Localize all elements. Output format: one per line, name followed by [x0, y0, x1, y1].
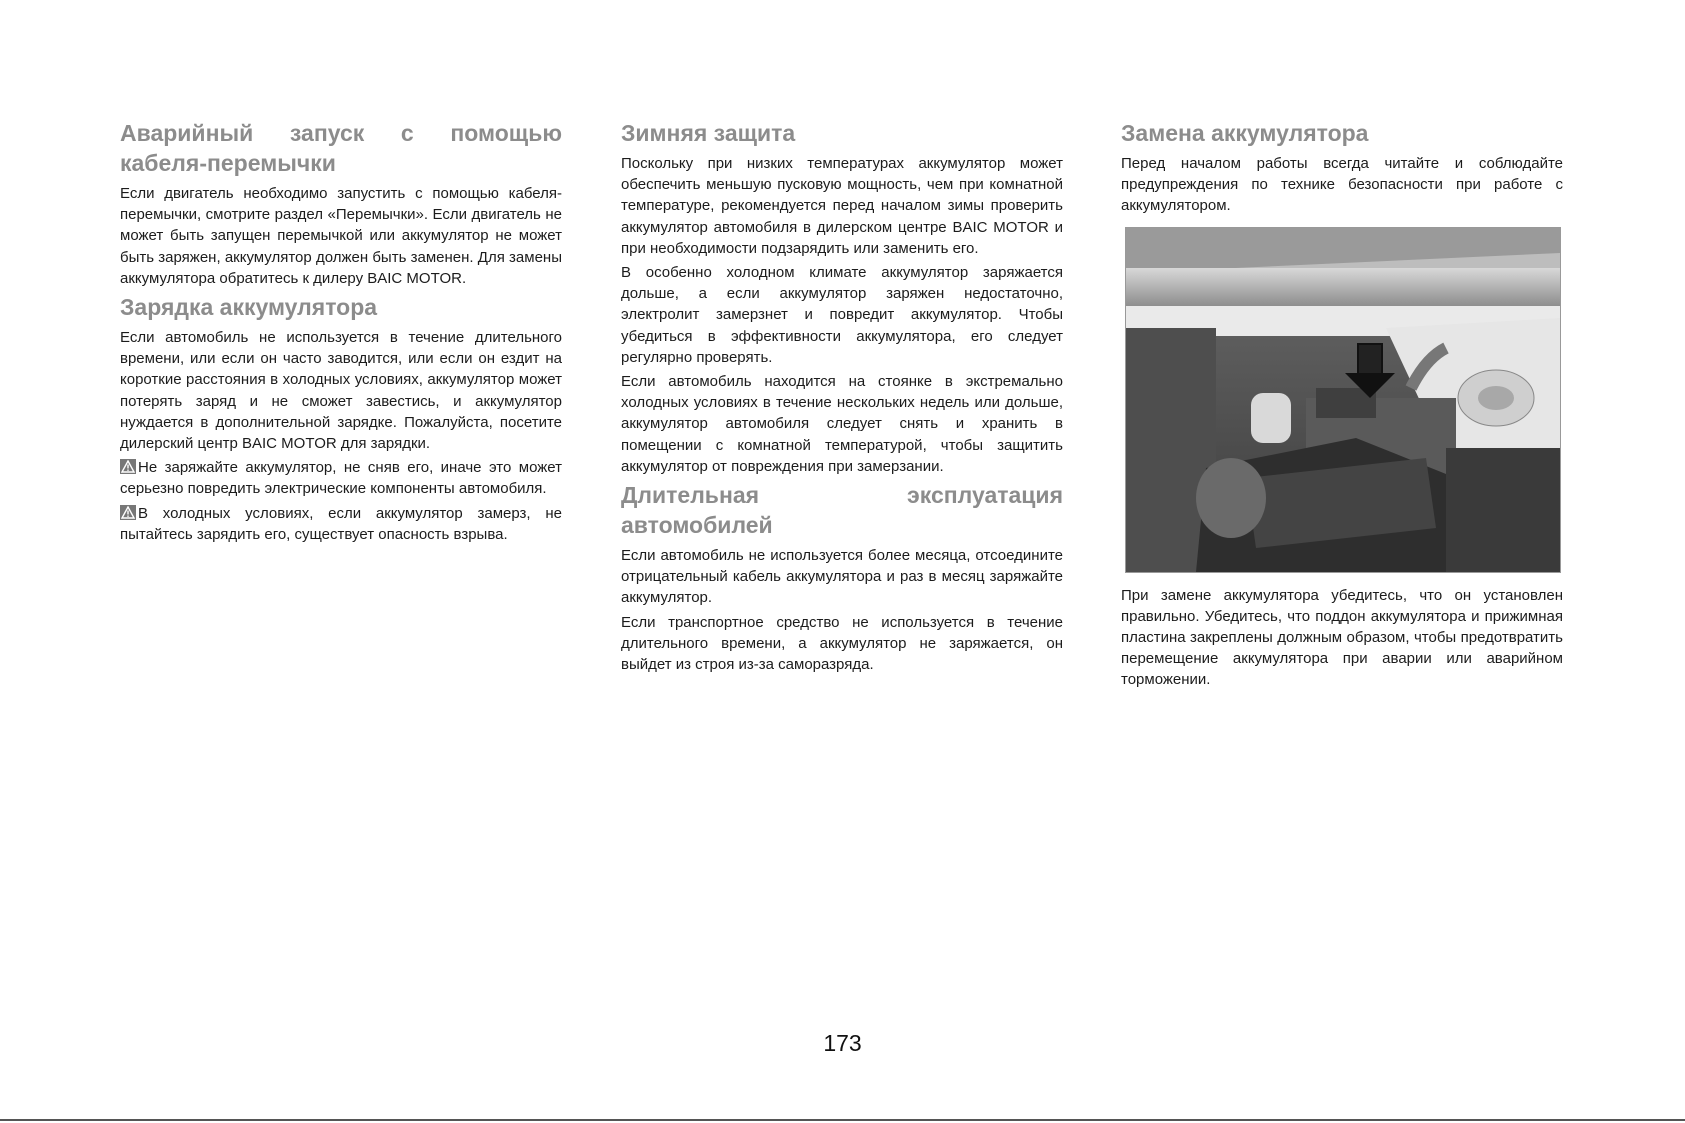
heading-battery-replacement: Замена аккумулятора: [1121, 120, 1369, 146]
column-right: [1121, 118, 1563, 694]
paragraph-storage-2: Если транспортное средство не используется в течение длительного времени, а аккумулятор не заряжается, он выйдет из строя из-за саморазряда.: [621, 613, 1063, 674]
column-middle: [621, 118, 1063, 678]
paragraph-winter-2: В особенно холодном климате аккумулятор заряжается дольше, а если аккумулятор заряжен недостаточно, электролит замерзнет и повредит аккумулятор. Чтобы убедиться в эффективности аккумулятора, его следует регулярно проверять.: [621, 264, 1063, 366]
paragraph-winter-3: Если автомобиль находится на стоянке в экстремально холодных условиях в течение нескольких недель или дольше, аккумулятор автомобиля следует снять и хранить в помещении с комнатной температурой, чтобы защитить аккумулятор от повреждения при замерзании.: [621, 373, 1063, 475]
paragraph-replacement-check: При замене аккумулятора убедитесь, что он установлен правильно. Убедитесь, что поддон аккумулятора и прижимная пластина закреплены должным образом, чтобы предотвратить перемещение аккумулятора при аварии или аварийном торможении.: [1121, 586, 1563, 689]
paragraph-storage-1: Если автомобиль не используется более месяца, отсоедините отрицательный кабель аккумулятора и раз в месяц заряжайте аккумулятор.: [621, 547, 1063, 607]
warning-text-2: В холодных условиях, если аккумулятор замерз, не пытайтесь зарядить его, существует опасность взрыва.: [120, 504, 562, 543]
heading-winter-protection: Зимняя защита: [621, 120, 796, 146]
warning-frozen-battery: [120, 503, 562, 545]
warning-text-1: Не заряжайте аккумулятор, не сняв его, иначе это может серьезно повредить электрические компоненты автомобиля.: [120, 459, 562, 498]
paragraph-replacement-intro: Перед началом работы всегда читайте и соблюдайте предупреждения по технике безопасности при работе с аккумулятором.: [1121, 155, 1563, 215]
paragraph-jump-start: Если двигатель необходимо запустить с помощью кабеля-перемычки, смотрите раздел «Перемычки». Если двигатель не может быть запущен перемычкой или аккумулятор не может быть заряжен, аккумулятор должен быть заменен. Для замены аккумулятора обратитесь к дилеру BAIC MOTOR.: [120, 185, 562, 287]
page-bottom-rule: [0, 1119, 1685, 1121]
warning-icon: [120, 505, 136, 520]
page-number: 173: [823, 1030, 862, 1056]
column-left: [120, 118, 562, 548]
heading-battery-charging: Зарядка аккумулятора: [120, 294, 378, 321]
paragraph-winter-1: Поскольку при низких температурах аккумулятор может обеспечить меньшую пусковую мощность, чем при комнатной температуре, рекомендуется перед началом зимы проверить аккумулятор автомобиля в дилерском центре BAIC MOTOR и при необходимости подзарядить или заменить его.: [621, 155, 1063, 257]
warning-icon: [120, 459, 136, 474]
heading-jump-start: Аварийный запуск с помощью кабеля-перемычки: [120, 120, 562, 176]
engine-bay-battery-photo: [1125, 227, 1561, 573]
heading-long-term-storage: Длительная эксплуатация автомобилей: [621, 482, 1063, 539]
warning-remove-before-charging: [120, 457, 562, 499]
paragraph-battery-charging: Если автомобиль не используется в течение длительного времени, или если он часто заводится, или если он ездит на короткие расстояния в холодных условиях, аккумулятор может потерять заряд и не сможет завестись, и аккумулятор нуждается в дополнительной зарядке. Пожалуйста, посетите дилерский центр BAIC MOTOR для зарядки.: [120, 329, 562, 453]
